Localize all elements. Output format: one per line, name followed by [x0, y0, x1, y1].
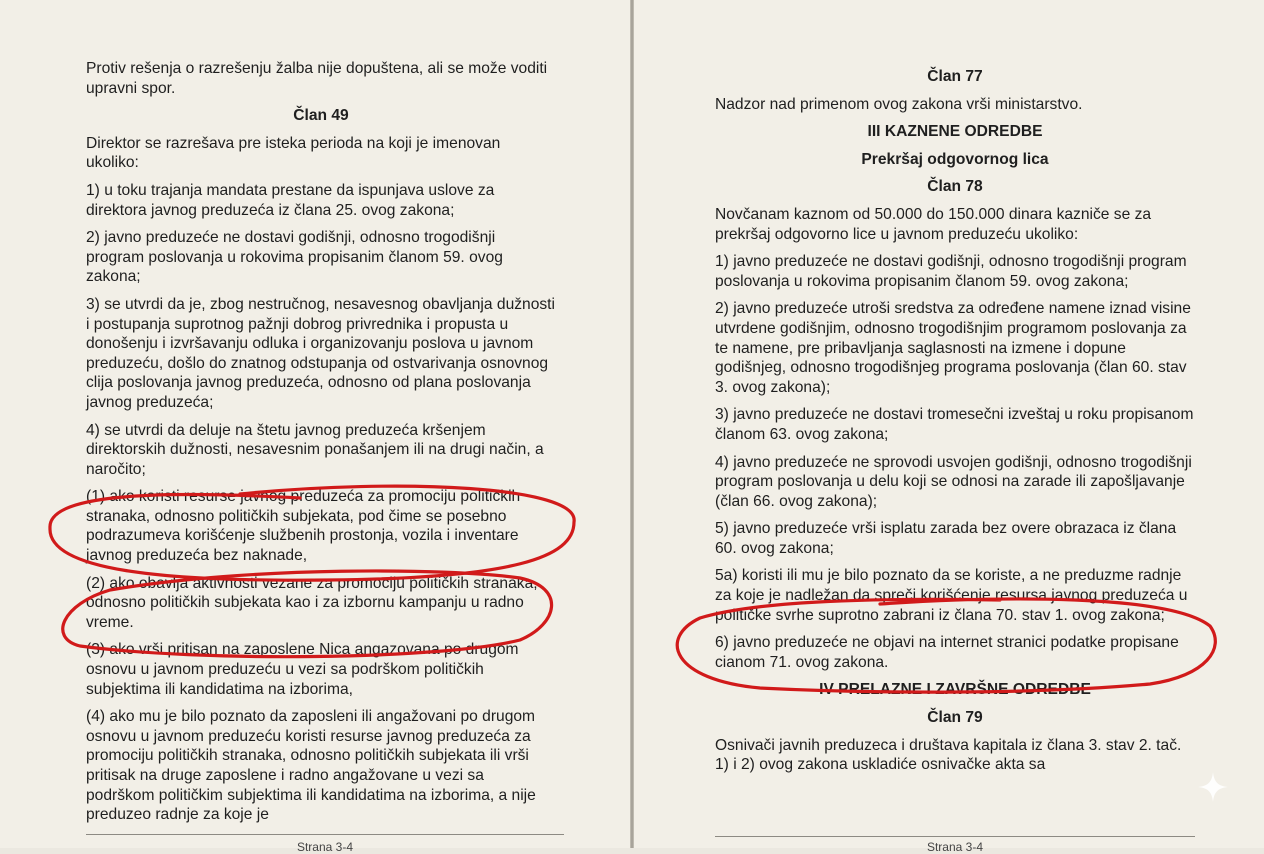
paragraph: Protiv rešenja o razrešenju žalba nije dopuštena, ali se može voditi upravni spor.	[86, 60, 548, 97]
paragraph: (3) ako vrši pritisan na zaposlene Nica angazovana po drugom osnovu u javnom preduzeću u vezi sa podrškom političkih subjektima ili kandidatima na izborima,	[86, 641, 519, 698]
paragraph: 4) javno preduzeće ne sprovodi usvojen godišnji, odnosno trogodišnji program poslovanja u delu koji se odnosi na zarade ili zapošljavanje (član 66. ovog zakona);	[715, 453, 1192, 510]
paragraph-circled: 5a) koristi ili mu je bilo poznato da se koriste, a ne preduzme radnje za koje je nadležan da spreči korišćenje resursa javnog preduzeća u političke svrhe suprotno zabrani iz člana 70. stav 1. ovog zakona;	[715, 567, 1188, 624]
paragraph: 1) javno preduzeće ne dostavi godišnji, odnosno trogodišnji program poslovanja u rokovima propisanim članom 59. ovog zakona;	[715, 253, 1187, 290]
paragraph: Direktor se razrešava pre isteka perioda na koji je imenovan ukoliko:	[86, 134, 501, 172]
subsection-heading: Prekršaj odgovornog lica	[861, 150, 1049, 168]
paragraph: Osnivači javnih preduzeca i društava kapitala iz člana 3. stav 2. tač. 1) i 2) ovog zakona uskladiće osnivačke akta sa	[715, 736, 1182, 774]
paragraph: 2) javno preduzeće utroši sredstva za određene namene iznad visine utvrdene godišnjim, odnosno trogodišnjim programom poslovanja za te namene, pre pribavljanja saglasnosti na izmene i dopune godišnjeg, odnosno trogodišnjeg programa poslovanja (član 60. stav 3. ovog zakona);	[715, 300, 1191, 396]
right-page	[634, 0, 1264, 854]
left-page	[0, 0, 630, 854]
paragraph: 3) se utvrdi da je, zbog nestručnog, nesavesnog obavljanja dužnosti i postupanja suprotnog pažnji dobrog privrednika i propusta u donošenju i izvršavanju odluka i organizovanju poslova u javnom preduzeću, došlo do znatnog odstupanja od ostvarivanja osnovnog clija poslovanja javnog preduzeća, odnosno od plana poslovanja javnog preduzeća;	[86, 295, 555, 411]
section-heading: III KAZNENE ODREDBE	[867, 123, 1043, 141]
footer-divider	[715, 836, 1195, 837]
paragraph-circled: (1) ako koristi resurse javnog preduzeća za promociju političkih stranaka, odnosno političkih subjekata, pod čime se posebno podrazumeva korišćenje službenih prostonja, vozila i inventare javnog preduzeća bez naknade,	[86, 488, 521, 565]
sparkle-icon	[1196, 770, 1230, 804]
paragraph: 5) javno preduzeće vrši isplatu zarada bez overe obrazaca iz člana 60. ovog zakona;	[715, 520, 1177, 557]
article-heading-79: Član 79	[927, 709, 983, 727]
paragraph: Nadzor nad primenom ovog zakona vrši ministarstvo.	[715, 95, 1083, 113]
article-heading-77: Član 77	[927, 68, 983, 85]
article-heading-78: Član 78	[927, 178, 983, 196]
article-heading-49: Član 49	[293, 107, 349, 125]
right-page-text	[715, 59, 1195, 783]
paragraph: 6) javno preduzeće ne objavi na internet stranici podatke propisane cianom 71. ovog zakona.	[715, 634, 1179, 671]
paragraph-circled: (2) ako obavlja aktivnosti vezane za promociju političkih stranaka, odnosno političkih subjekata kao i za izbornu kampanju u radno vreme.	[86, 574, 538, 631]
paragraph: 3) javno preduzeće ne dostavi tromesečni izveštaj u roku propisanom članom 63. ovog zakona;	[715, 406, 1194, 443]
paragraph: 4) se utvrdi da deluje na štetu javnog preduzeća kršenjem direktorskih dužnosti, nesavesnim ponašanjem ili na drugi način, a naročito;	[86, 421, 544, 478]
paragraph: 1) u toku trajanja mandata prestane da ispunjava uslove za direktora javnog preduzeća iz člana 25. ovog zakona;	[86, 181, 495, 219]
paragraph: 2) javno preduzeće ne dostavi godišnji, odnosno trogodišnji program poslovanja u rokovima propisanim članom 59. ovog zakona;	[86, 229, 503, 286]
left-page-text	[86, 59, 556, 833]
footer-divider	[86, 834, 564, 835]
page-footer: Strana 3-4	[926, 840, 984, 854]
paragraph: (4) ako mu je bilo poznato da zaposleni ili angažovani po drugom osnovu u javnom preduzeću koristi resurse javnog preduzeća za promociju političkih stranaka, odnosno političkih subjekata ili vrši pritisak na druge zaposlene i radno angažovane u vezi sa podrškom političkim subjektima ili kandidatima na izborima, a nije preduzeo radnje za koje je	[86, 708, 536, 824]
page-footer: Strana 3-4	[296, 840, 354, 854]
section-heading: IV PRELAZNE I ZAVRŠNE ODREDBE	[819, 681, 1091, 699]
paragraph: Novčanam kaznom od 50.000 do 150.000 dinara kazniče se za prekršaj odgovorno lice u javnom preduzeću ukoliko:	[715, 205, 1152, 243]
